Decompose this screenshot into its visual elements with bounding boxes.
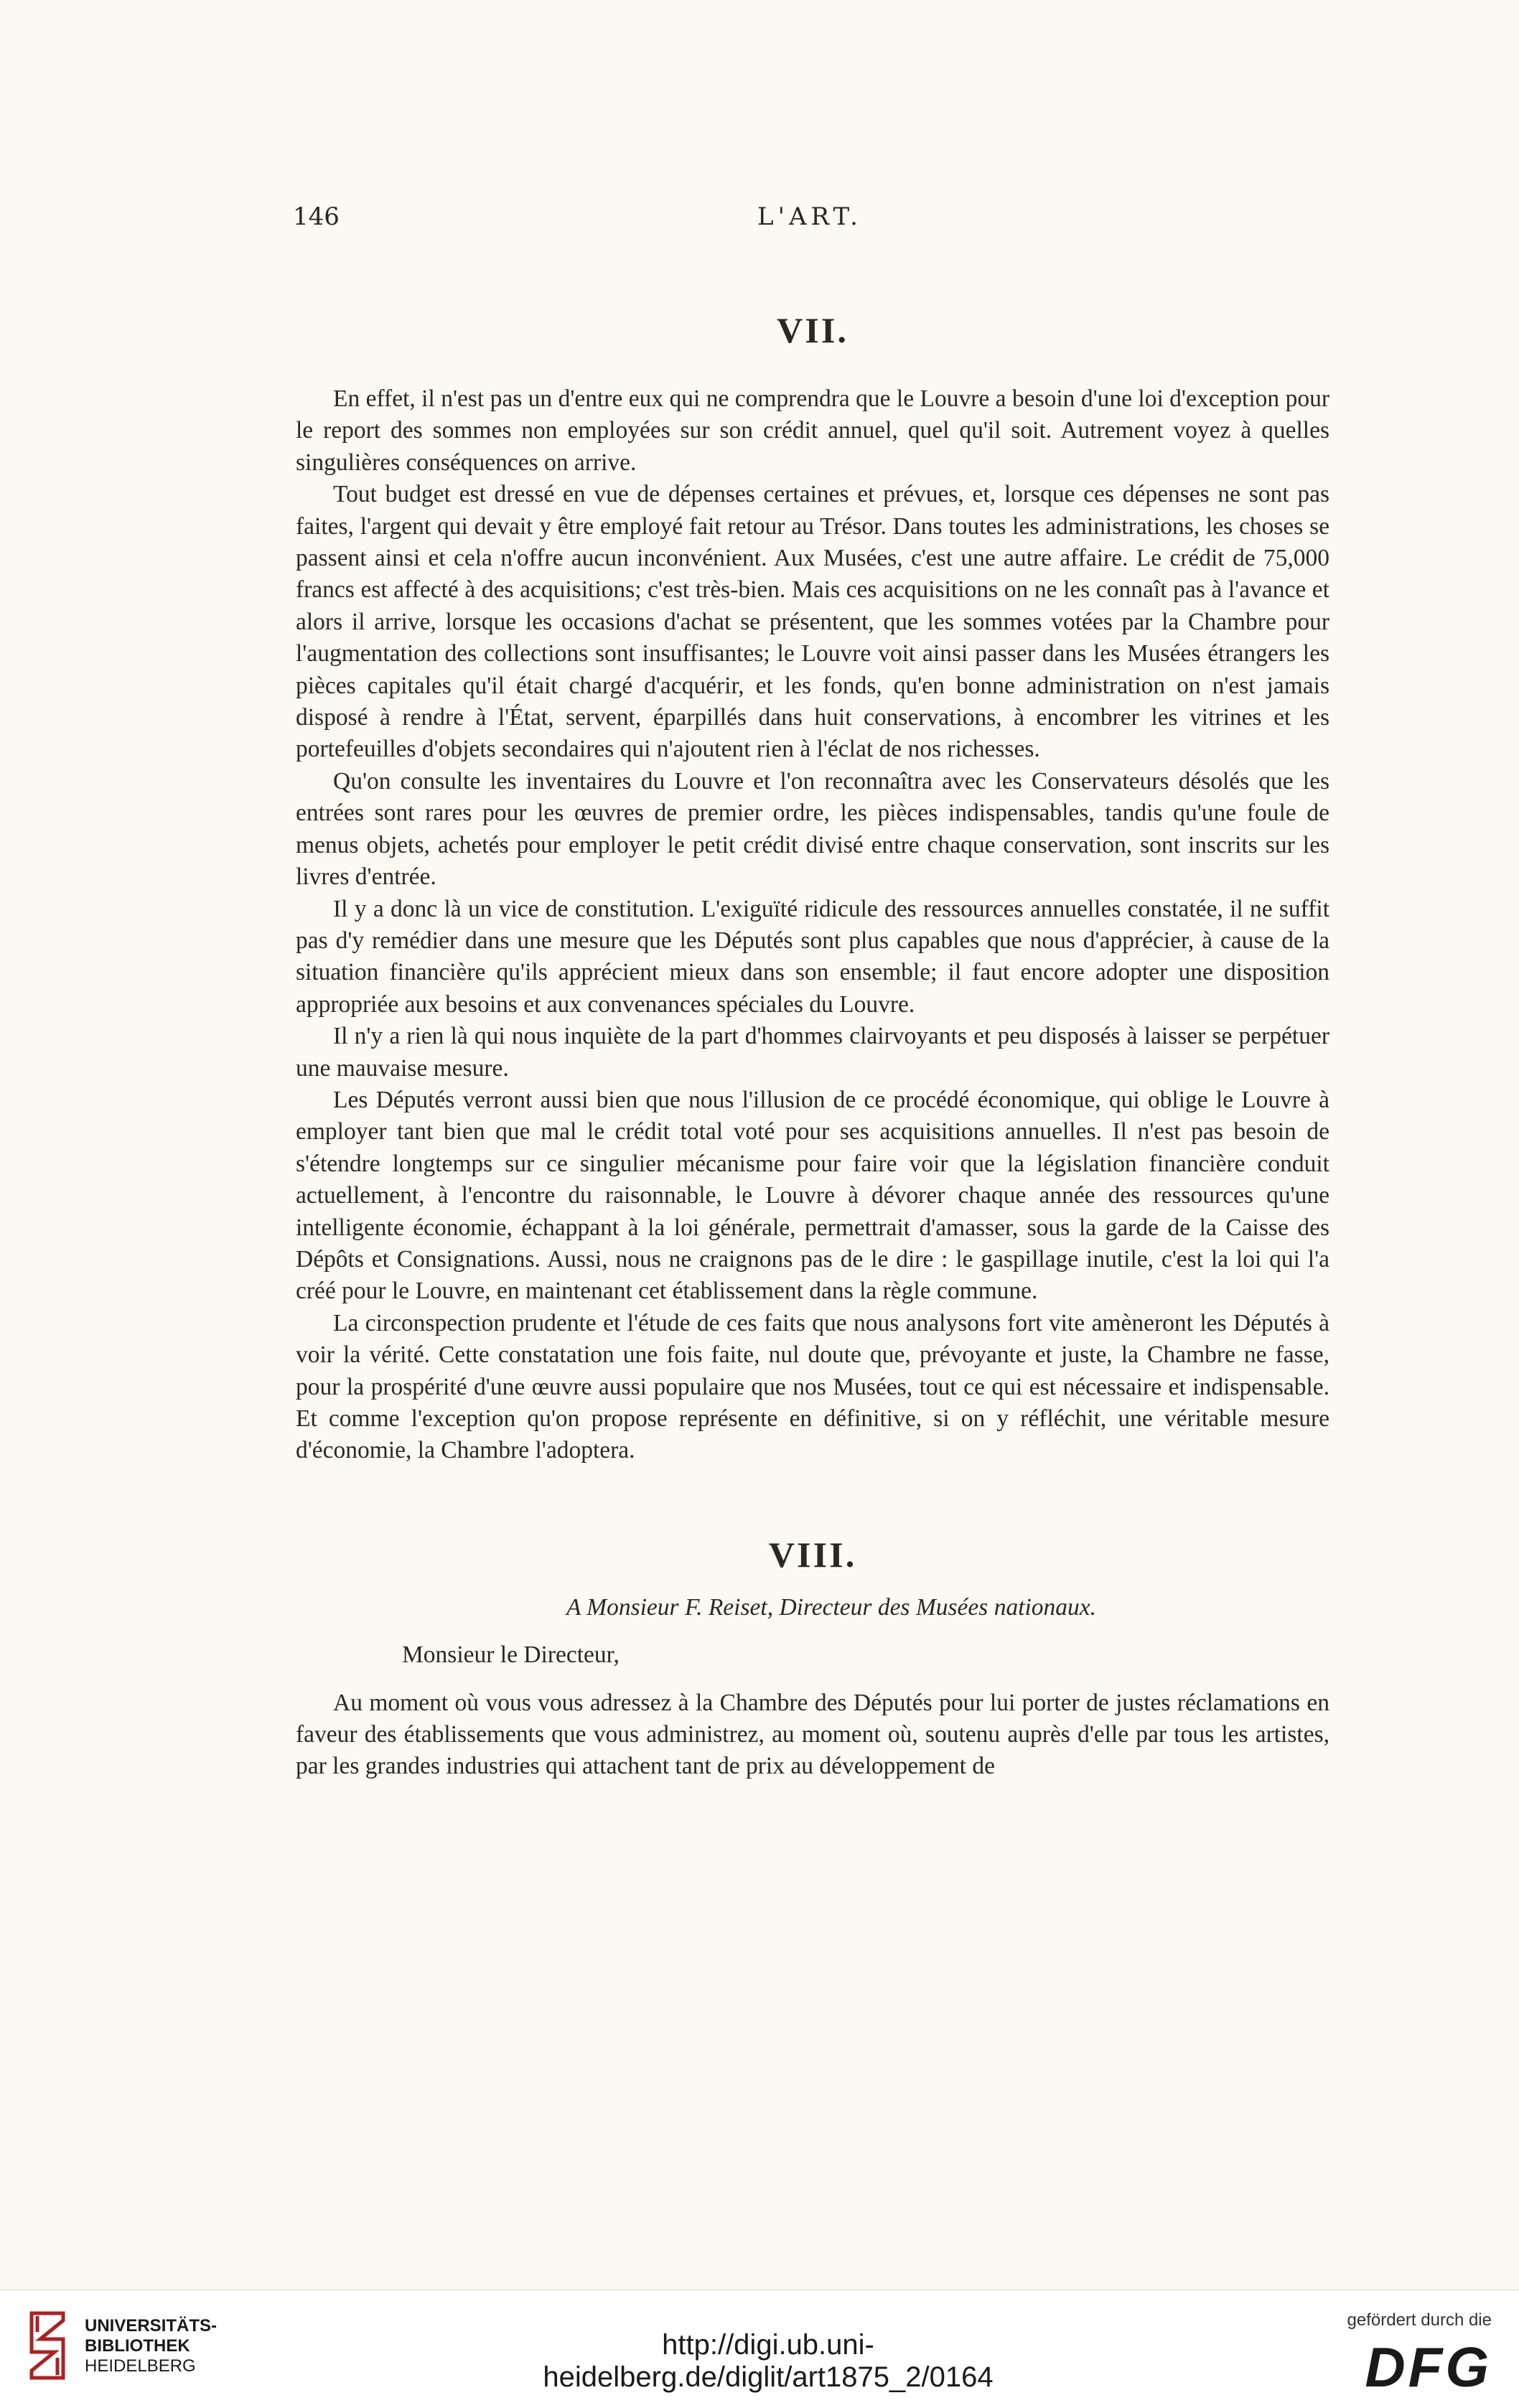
article-body (296, 310, 1329, 1783)
paragraph: Les Députés verront aussi bien que nous l'illusion de ce procédé économique, qui oblige le Louvre à employer tant bien que mal le crédit total voté pour ses acquisitions annuelles. Il n'est pas besoin de s'étendre longtemps sur ce singulier mécanisme pour faire voir que la législation financière conduit actuellement, à l'encontre du raisonnable, le Louvre à dévorer chaque année des ressources qu'une intelligente économie, échappant à la loi générale, permettrait d'amasser, sous la garde de la Caisse des Dépôts et Consignations. Aussi, nous ne craignons pas de le dire : le gaspillage inutile, c'est la loi qui l'a créé pour le Louvre, en maintenant cet établissement dans la règle commune. (296, 1086, 1329, 1305)
section-heading-vii: VII. (777, 310, 849, 350)
page-header (293, 202, 1327, 238)
running-title: L'ART. (757, 202, 862, 231)
paragraph: La circonspection prudente et l'étude de ces faits que nous analysons fort vite amèneront les Députés à voir la vérité. Cette constatation une fois faite, nul doute que, prévoyante et juste, la Chambre ne fasse, pour la prospérité d'une œuvre aussi populaire que nos Musées, tout ce qui est nécessaire et indispensable. Et comme l'exception qu'on propose représente en définitive, si on y réfléchit, une véritable mesure d'économie, la Chambre l'adoptera. (296, 1309, 1329, 1464)
paragraph: En effet, il n'est pas un d'entre eux qui ne comprendra que le Louvre a besoin d'une loi d'exception pour le report des sommes non employées sur son crédit annuel, quel qu'il soit. Autrement voyez à quelles singulières conséquences on arrive. (296, 385, 1329, 476)
dfg-logo: DFG (1365, 2336, 1492, 2399)
library-logo-icon (27, 2310, 67, 2381)
library-name-line: BIBLIOTHEK (85, 2336, 190, 2356)
paragraph: Il n'y a rien là qui nous inquiète de la part d'hommes clairvoyants et peu disposés à laisser se perpétuer une mauvaise mesure. (296, 1023, 1329, 1082)
funded-by-label: gefördert durch die (1347, 2310, 1492, 2330)
paragraph: Au moment où vous vous adressez à la Chambre des Députés pour lui porter de justes réclamations en faveur des établissements que vous administrez, au moment où, soutenu auprès d'elle par tous les artistes, par les grandes industries qui attachent tant de prix au développement de (296, 1689, 1329, 1780)
section-heading-viii: VIII. (768, 1534, 857, 1575)
library-name (85, 2316, 217, 2376)
permalink-url[interactable]: http://digi.ub.uni-heidelberg.de/diglit/art1875_2/0164 (543, 2329, 994, 2393)
letter-address: A Monsieur F. Reiset, Directeur des Musées nationaux. (566, 1593, 1097, 1621)
digitization-footer (0, 2290, 1519, 2408)
library-name-line: HEIDELBERG (85, 2356, 196, 2376)
letter-salutation: Monsieur le Directeur, (402, 1641, 620, 1669)
paragraph: Il y a donc là un vice de constitution. L'exiguïté ridicule des ressources annuelles constatée, il ne suffit pas d'y remédier dans une mesure que les Députés sont plus capables que nous d'apprécier, à cause de la situation financière qu'ils apprécient mieux dans son ensemble; il faut encore adopter une disposition appropriée aux besoins et aux convenances spéciales du Louvre. (296, 895, 1329, 1018)
paragraph: Tout budget est dressé en vue de dépenses certaines et prévues, et, lorsque ces dépenses ne sont pas faites, l'argent qui devait y être employé fait retour au Trésor. Dans toutes les administrations, les choses se passent ainsi et cela n'offre aucun inconvénient. Aux Musées, c'est une autre affaire. Le crédit de 75,000 francs est affecté à des acquisitions; c'est très-bien. Mais ces acquisitions on ne les connaît pas à l'avance et alors il arrive, lorsque les occasions d'achat se présentent, que les sommes votées par la Chambre pour l'augmentation des collections sont insuffisantes; le Louvre voit ainsi passer dans les Musées étrangers les pièces capitales qu'il était chargé d'acquérir, et les fonds, qu'en bonne administration on n'est jamais disposé à rendre à l'État, servent, éparpillés dans huit conservations, à encombrer les vitrines et les portefeuilles d'objets secondaires qui n'ajoutent rien à l'éclat de nos richesses. (296, 481, 1329, 763)
paragraph: Qu'on consulte les inventaires du Louvre et l'on reconnaîtra avec les Conservateurs désolés que les entrées sont rares pour les œuvres de premier ordre, les pièces indispensables, tandis qu'une foule de menus objets, achetés pour employer le petit crédit divisé entre chaque conservation, sont inscrits sur les livres d'entrée. (296, 767, 1329, 891)
library-name-line: UNIVERSITÄTS- (85, 2316, 218, 2336)
page-number: 146 (293, 202, 340, 231)
